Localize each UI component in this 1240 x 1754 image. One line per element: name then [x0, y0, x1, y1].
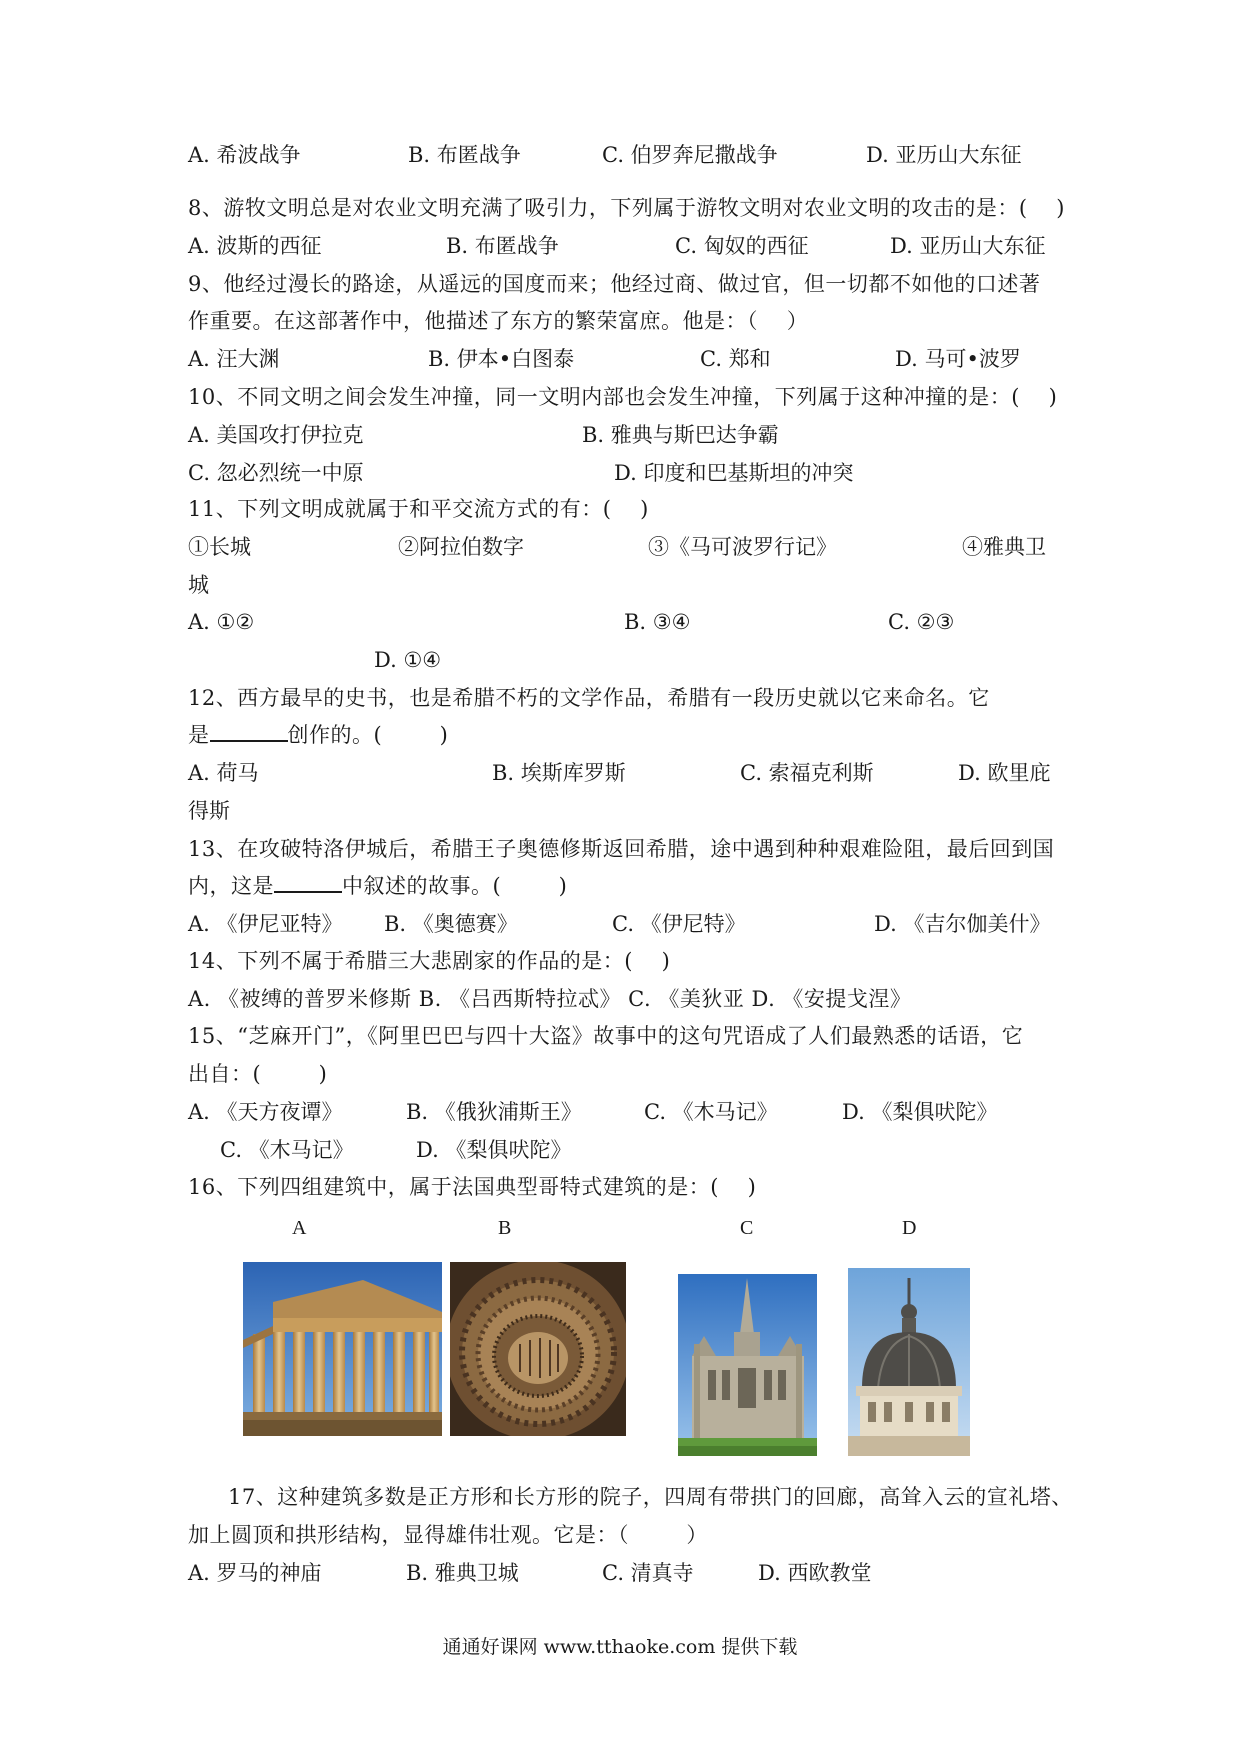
q8-stem: 8、游牧文明总是对农业文明充满了吸引力，下列属于游牧文明对农业文明的攻击的是：( ) — [188, 196, 1065, 220]
q8-option-b: B. 布匿战争 — [446, 234, 559, 258]
q15-stem-line2: 出自：( ) — [188, 1062, 328, 1086]
q15-option-b: B. 《俄狄浦斯王》 — [406, 1100, 582, 1124]
q16-stem: 16、下列四组建筑中，属于法国典型哥特式建筑的是：( ) — [188, 1175, 757, 1199]
q7-option-c: C. 伯罗奔尼撒战争 — [602, 143, 778, 167]
q12-stem-line1: 12、西方最早的史书，也是希腊不朽的文学作品，希腊有一段历史就以它来命名。它 — [188, 686, 990, 710]
q12-stem-pre: 是 — [188, 723, 210, 747]
q14-options: A. 《被缚的普罗米修斯 B. 《吕西斯特拉忒》 C. 《美狄亚 D. 《安提戈涅》 — [188, 987, 912, 1011]
q10-option-c: C. 忽必烈统一中原 — [188, 461, 364, 485]
q8-option-d: D. 亚历山大东征 — [890, 234, 1046, 258]
q15-stem-line1: 15、“芝麻开门”，《阿里巴巴与四十大盗》故事中的这句咒语成了人们最熟悉的话语，它 — [188, 1024, 1024, 1048]
q17-option-a: A. 罗马的神庙 — [188, 1561, 322, 1585]
q9-option-b: B. 伊本•白图泰 — [428, 347, 575, 371]
q17-option-d: D. 西欧教堂 — [758, 1561, 872, 1585]
q12-option-c: C. 索福克利斯 — [740, 761, 874, 785]
q11-option-d: D. ①④ — [374, 648, 442, 672]
q9-option-d: D. 马可•波罗 — [895, 347, 1021, 371]
q7-option-b: B. 布匿战争 — [408, 143, 521, 167]
domed-building-photo — [848, 1268, 970, 1456]
q17-option-b: B. 雅典卫城 — [406, 1561, 519, 1585]
q12-option-b: B. 埃斯库罗斯 — [492, 761, 626, 785]
q13-option-a: A. 《伊尼亚特》 — [188, 912, 343, 936]
q15-option-d: D. 《梨俱吠陀》 — [842, 1100, 998, 1124]
q10-option-a: A. 美国攻打伊拉克 — [188, 423, 364, 447]
q17-stem-line2: 加上圆顶和拱形结构，显得雄伟壮观。它是：（ ） — [188, 1523, 708, 1547]
q12-stem-post: 创作的。( ) — [287, 723, 449, 747]
q8-option-c: C. 匈奴的西征 — [675, 234, 809, 258]
q10-stem: 10、不同文明之间会发生冲撞，同一文明内部也会发生冲撞，下列属于这种冲撞的是：( ) — [188, 385, 1058, 409]
q10-option-b: B. 雅典与斯巴达争霸 — [582, 423, 779, 447]
q11-item-4: ④雅典卫 — [962, 535, 1046, 559]
image-label-b: B — [498, 1217, 512, 1239]
q7-option-d: D. 亚历山大东征 — [866, 143, 1022, 167]
q11-stem: 11、下列文明成就属于和平交流方式的有：( ) — [188, 497, 649, 521]
q10-option-d: D. 印度和巴基斯坦的冲突 — [614, 461, 854, 485]
q13-option-c: C. 《伊尼特》 — [612, 912, 746, 936]
q12-answer-blank[interactable] — [210, 722, 288, 742]
parthenon-photo — [243, 1262, 442, 1436]
q13-option-b: B. 《奥德赛》 — [384, 912, 518, 936]
image-label-d: D — [902, 1217, 917, 1239]
q15-option-a: A. 《天方夜谭》 — [188, 1100, 343, 1124]
q13-stem-post: 中叙述的故事。( ) — [342, 874, 568, 898]
q12-option-d-wrap: 得斯 — [188, 799, 230, 823]
q14-stem: 14、下列不属于希腊三大悲剧家的作品的是：( ) — [188, 949, 671, 973]
q13-stem-pre: 内，这是 — [188, 874, 274, 898]
q11-item-1: ①长城 — [188, 535, 251, 559]
image-label-c: C — [740, 1217, 754, 1239]
q9-stem-line2: 作重要。在这部著作中，他描述了东方的繁荣富庶。他是：（ ） — [188, 309, 809, 333]
q15-option-c-repeat: C. 《木马记》 — [220, 1138, 354, 1162]
q13-stem-line2 — [188, 871, 567, 901]
q17-option-c: C. 清真寺 — [602, 1561, 694, 1585]
q12-stem-line2 — [188, 720, 448, 750]
q12-option-a: A. 荷马 — [188, 761, 259, 785]
q11-option-b: B. ③④ — [624, 610, 691, 634]
q12-option-d: D. 欧里庇 — [958, 761, 1051, 785]
q13-answer-blank[interactable] — [274, 873, 342, 893]
q17-stem-line1: 17、这种建筑多数是正方形和长方形的院子，四周有带拱门的回廊，高耸入云的宣礼塔、 — [228, 1485, 1073, 1509]
colosseum-photo — [450, 1262, 626, 1436]
q13-stem-line1: 13、在攻破特洛伊城后，希腊王子奥德修斯返回希腊，途中遇到种种艰难险阻，最后回到国 — [188, 837, 1055, 861]
q13-option-d: D. 《吉尔伽美什》 — [874, 912, 1051, 936]
q9-option-c: C. 郑和 — [700, 347, 771, 371]
image-label-a: A — [292, 1217, 307, 1239]
gothic-cathedral-photo — [678, 1274, 817, 1456]
q9-stem-line1: 9、他经过漫长的路途，从遥远的国度而来；他经过商、做过官，但一切都不如他的口述著 — [188, 272, 1041, 296]
q15-option-d-repeat: D. 《梨俱吠陀》 — [416, 1138, 572, 1162]
q7-option-a: A. 希波战争 — [188, 143, 301, 167]
q11-item-3: ③《马可波罗行记》 — [648, 535, 837, 559]
q8-option-a: A. 波斯的西征 — [188, 234, 322, 258]
q11-option-c: C. ②③ — [888, 610, 955, 634]
q11-item-4-wrap: 城 — [188, 573, 209, 597]
page-footer: 通通好课网 www.tthaoke.com 提供下载 — [442, 1636, 798, 1658]
q15-option-c: C. 《木马记》 — [644, 1100, 778, 1124]
q11-option-a: A. ①② — [188, 610, 255, 634]
q9-option-a: A. 汪大渊 — [188, 347, 280, 371]
q11-item-2: ②阿拉伯数字 — [398, 535, 524, 559]
